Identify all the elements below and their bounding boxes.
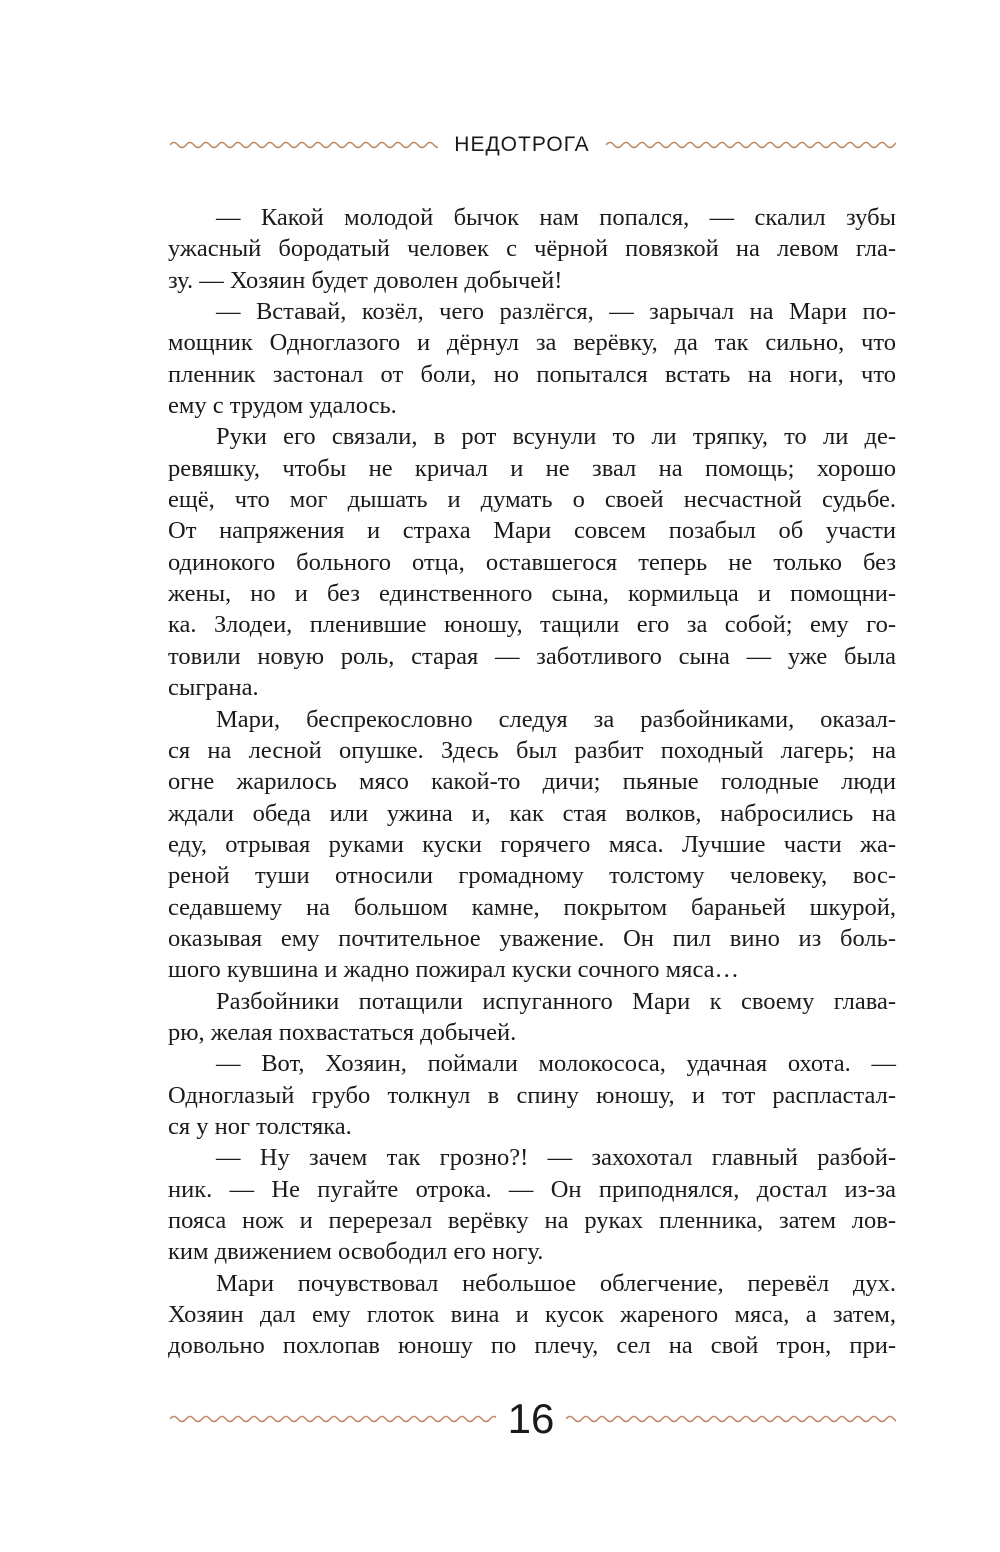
text-line: ждали обеда или ужина и, как стая волков, набросились на <box>168 799 896 827</box>
text-line: Хозяин дал ему глоток вина и кусок жареного мяса, а затем, <box>168 1301 896 1329</box>
text-line: зу. — Хозяин будет доволен добычей! <box>168 266 563 294</box>
text-line: ся на лесной опушке. Здесь был разбит походный лагерь; на <box>168 736 896 764</box>
text-line: Руки его связали, в рот всунули то ли тряпку, то ли де- <box>216 423 896 451</box>
text-line: одинокого больного отца, оставшегося теперь не только без <box>168 548 896 576</box>
text-line: — Какой молодой бычок нам попался, — скалил зубы <box>216 204 896 231</box>
text-line: — Ну зачем так грозно?! — захохотал главный разбой- <box>216 1144 896 1172</box>
text-line: жены, но и без единственного сына, кормильца и помощни- <box>168 580 896 608</box>
running-title: НЕДОТРОГА <box>454 133 590 156</box>
wave-ornament-left <box>170 1413 496 1425</box>
text-line: — Вставай, козёл, чего разлёгся, — зарычал на Мари по- <box>216 298 896 326</box>
text-line: Разбойники потащили испуганного Мари к своему глава- <box>216 987 896 1015</box>
text-line: Одноглазый грубо толкнул в спину юношу, и тот распластал- <box>168 1081 896 1109</box>
text-line: рю, желая похвастаться добычей. <box>168 1018 517 1046</box>
text-line: еду, отрывая руками куски горячего мяса. Лучшие части жа- <box>168 830 896 858</box>
text-line: оказывая ему почтительное уважение. Он пил вино из боль- <box>168 924 896 952</box>
text-line: ужасный бородатый человек с чёрной повязкой на левом гла- <box>168 235 896 263</box>
text-line: мощник Одноглазого и дёрнул за верёвку, да так сильно, что <box>168 329 896 357</box>
text-line: товили новую роль, старая — заботливого сына — уже была <box>168 642 896 670</box>
text-line: — Вот, Хозяин, поймали молокососа, удачная охота. — <box>216 1050 896 1078</box>
text-line: ревяшку, чтобы не кричал и не звал на помощь; хорошо <box>168 454 896 482</box>
text-line: ещё, что мог дышать и думать о своей несчастной судьбе. <box>168 486 896 514</box>
text-line: довольно похлопав юношу по плечу, сел на свой трон, при- <box>168 1332 896 1360</box>
text-line: ник. — Не пугайте отрока. — Он приподнялся, достал из-за <box>168 1175 896 1203</box>
text-line: седавшему на большом камне, покрытом бараньей шкурой, <box>168 893 896 921</box>
text-line: ему с трудом удалось. <box>168 392 397 420</box>
wave-ornament-left <box>170 139 438 151</box>
text-line: огне жарилось мясо какой-то дичи; пьяные голодные люди <box>168 768 896 796</box>
text-line: реной туши относили громадному толстому человеку, вос- <box>168 862 896 890</box>
text-line: шого кувшина и жадно пожирал куски сочного мяса… <box>168 956 739 984</box>
text-line: От напряжения и страха Мари совсем позабыл об участи <box>168 517 896 545</box>
text-line: ся у ног толстяка. <box>168 1112 352 1140</box>
wave-ornament-right <box>566 1413 896 1425</box>
text-line: Мари, беспрекословно следуя за разбойниками, оказал- <box>216 705 896 733</box>
text-line: ким движением освободил его ногу. <box>168 1238 544 1266</box>
running-header <box>170 128 896 162</box>
text-line: пленник застонал от боли, но попытался встать на ноги, что <box>168 360 896 388</box>
text-line: ка. Злодеи, пленившие юношу, тащили его за собой; ему го- <box>168 611 896 639</box>
wave-ornament-right <box>606 139 896 151</box>
text-line: пояса нож и перерезал верёвку на руках пленника, затем лов- <box>168 1207 896 1234</box>
page-footer <box>170 1396 896 1442</box>
text-line: Мари почувствовал небольшое облегчение, перевёл дух. <box>216 1269 896 1297</box>
body-text <box>168 202 896 1362</box>
page-number: 16 <box>507 1395 555 1442</box>
text-line: сыграна. <box>168 674 259 702</box>
